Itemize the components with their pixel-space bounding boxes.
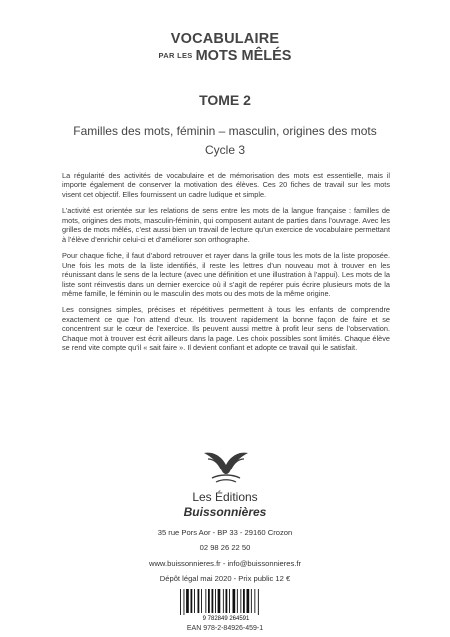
ean-label: EAN 978-2-84926-459-1 [186, 625, 264, 632]
barcode-digits: 9 782849 264591 [202, 616, 250, 621]
bird-logo-icon [200, 445, 252, 483]
paragraph-4: Les consignes simples, précises et répétitives permettent à tous les enfants de comprendre exactement ce que l’on attend d’eux. Ils trouvent rapidement la bonne façon de faire et se concentrent sur le cœur de l’exercice. Ils peuvent aussi mettre à profit leur sens de l’observation. Chaque mot à trouver est écrit ailleurs dans la page. Les choix possibles sont limités. Chaque élève se rend vite compte qu’il « sait faire ». Il devient confiant et adopte ce travail qui le satisfait. [62, 305, 390, 353]
tome-label: TOME 2 [199, 92, 251, 108]
description-text [62, 171, 390, 360]
cycle-label: Cycle 3 [204, 143, 245, 157]
legal-deposit: Dépôt légal mai 2020 - Prix public 12 € [159, 574, 291, 583]
title-line-2-big: MOTS MÊLÉS [195, 48, 292, 64]
paragraph-3: Pour chaque fiche, il faut d’abord retrouver et rayer dans la grille tous les mots de la liste proposée. Une fois les mots de la liste identifiés, il reste les lettres d’un nouveau mot à trouver en les réunissant dans le sens de la lecture (avec une définition et une illustration à l’appui). Les mots de la liste sont réinvestis dans un dernier exercice où il s’agit de repérer puis écrire plusieurs mots de la même famille, le féminin ou le masculin des mots ou des mots de la même origine. [62, 251, 390, 298]
publisher-name-line-2: Buissonnières [183, 505, 267, 519]
title-line-2 [0, 48, 450, 64]
subtitle: Familles des mots, féminin – masculin, origines des mots [73, 124, 377, 138]
publisher-address: 35 rue Pors Aor - BP 33 - 29160 Crozon [157, 528, 293, 537]
barcode-icon [174, 588, 278, 621]
title-line-1: VOCABULAIRE [170, 31, 280, 47]
publisher-phone: 02 98 26 22 50 [199, 543, 251, 552]
publisher-web: www.buissonnieres.fr - info@buissonnieres.fr [148, 559, 302, 568]
publisher-name-line-1: Les Éditions [192, 490, 258, 504]
title-line-2-small: PAR LES [158, 51, 193, 60]
paragraph-1: La régularité des activités de vocabulaire et de mémorisation des mots est essentielle, mais il importe également de conserver la motivation des élèves. Ces 20 fiches de travail sur les mots visent cet objectif. Elles fournissent un cadre ludique et simple. [62, 171, 390, 199]
paragraph-2: L’activité est orientée sur les relations de sens entre les mots de la langue française : familles de mots, origines des mots, masculin-féminin, qui composent autant de parties dans l’ouvrage. Avec les grilles de mots mêlés, c’est aussi bien un travail de lecture qu’un exercice de vocabulaire permettant à l’élève d’enrichir celui-ci et d’améliorer son orthographe. [62, 206, 390, 244]
